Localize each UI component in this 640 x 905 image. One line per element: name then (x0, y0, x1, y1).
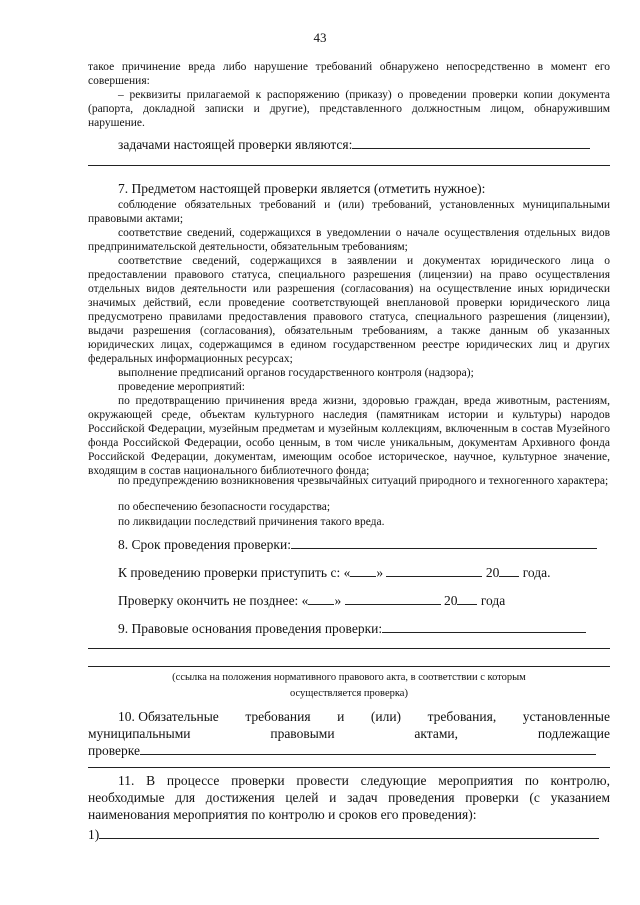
subject-mandatory-requirements: соблюдение обязательных требований и (или) требований, установленных муниципальными правовыми актами; (88, 199, 610, 225)
paragraph-harm-moment: такое причинение вреда либо нарушение требований обнаружено непосредственно в момент его совершения: (88, 61, 610, 87)
start-year-prefix: 20 (485, 565, 500, 580)
section-8-label: 8. Срок проведения проверки: (118, 537, 291, 552)
end-year-word: года (480, 593, 506, 608)
legal-grounds-rule-1[interactable] (88, 648, 610, 649)
section-9-line (88, 620, 610, 637)
inspection-tasks-label: задачами настоящей проверки являются: (118, 137, 353, 152)
caption-line-1: (ссылка на положения нормативного правового акта, в соответствии с которым (172, 672, 526, 683)
end-date-prefix: Проверку окончить не позднее: « (118, 593, 309, 608)
subject-measures: проведение мероприятий: (118, 381, 245, 393)
inspection-term-blank[interactable] (291, 536, 597, 549)
start-day-blank[interactable] (350, 564, 376, 577)
s10-word-9: актами, (414, 726, 458, 741)
measure-harm-prevention: по предотвращению причинения вреда жизни, здоровью граждан, вреда животным, растениям, окружающей среде, объектам культурного наследия (памятникам истории и культуры) народов Российской Федерации, музейным предметам и музейным коллекциям, включенным в состав Музейного фонда Российской Федерации, особо ценным, в том числе уникальным, документам Архивного фонда Российской Федерации, документам, имеющим особое историческое, научное, культурное значение, входящим в состав национального библиотечного фонда; (88, 395, 610, 477)
subject-notification-compliance: соответствие сведений, содержащихся в уведомлении о начале осуществления отдельных видов предпринимательской деятельности, обязательным требованиям; (88, 227, 610, 253)
start-year-word: года. (522, 565, 551, 580)
section-9-label: 9. Правовые основания проведения проверки: (118, 621, 383, 636)
start-year-blank[interactable] (499, 564, 519, 577)
legal-grounds-caption (88, 670, 610, 702)
measure-state-security: по обеспечению безопасности государства; (118, 501, 331, 513)
subject-legal-entity-documents: соответствие сведений, содержащихся в заявлении и документах юридического лица о предоставлении правового статуса, специального разрешения (лицензии) на право осуществления отдельных видов деятельности или разрешения (согласования) на осуществление иных юридически значимых действий, если проведение соответствующей внеплановой проверки юридического лица предусмотрено правилами предоставления правового статуса, специального разрешения (лицензии), выдачи разрешения (согласования), обязательным требованиям, а также данным об указанных юридических лицах, содержащимся в едином государственном реестре юридических лиц и других федеральных информационных ресурсах; (88, 255, 610, 365)
inspection-tasks-line (88, 136, 610, 153)
end-date-line (88, 592, 610, 609)
start-date-line (88, 564, 610, 581)
section-8-line (88, 536, 610, 553)
s10-word-2: требования (245, 709, 311, 724)
start-month-blank[interactable] (386, 564, 482, 577)
measure-item-1-blank[interactable] (99, 826, 599, 839)
inspection-tasks-blank[interactable] (352, 136, 590, 149)
s10-word-11: проверке (88, 743, 140, 758)
paragraph-document-details: – реквизиты прилагаемой к распоряжению (приказу) о проведении проверки копии документа (рапорта, докладной записки и другие), представленного должностным лицом, обнаружившим нарушение. (88, 89, 610, 129)
legal-grounds-rule-2[interactable] (88, 666, 610, 667)
page-number: 43 (313, 30, 327, 45)
s10-word-6: установленные (522, 709, 610, 724)
s10-word-1: 10. Обязательные (118, 709, 219, 724)
start-quote-close: » (376, 565, 384, 580)
start-date-prefix: К проведению проверки приступить с: « (118, 565, 351, 580)
caption-line-2: осуществляется проверка) (290, 688, 408, 699)
end-day-blank[interactable] (308, 592, 334, 605)
end-year-blank[interactable] (457, 592, 477, 605)
measure-item-1-number: 1) (88, 827, 100, 842)
legal-grounds-blank[interactable] (382, 620, 586, 633)
s10-word-4: (или) (370, 709, 402, 724)
requirements-blank[interactable] (140, 742, 596, 755)
s10-word-5: требования, (427, 709, 497, 724)
measure-harm-liquidation: по ликвидации последствий причинения такого вреда. (118, 516, 385, 528)
end-quote-close: » (334, 593, 342, 608)
s10-word-8: правовыми (270, 726, 335, 741)
section-11: 11. В процессе проверки провести следующие мероприятия по контролю, необходимые для достижения целей и задач проведения проверки (с указанием наименования мероприятия по контролю и сроков его проведения): (88, 773, 610, 822)
section-10 (88, 708, 610, 759)
s10-word-10: подлежащие (537, 726, 610, 741)
inspection-tasks-rule[interactable] (88, 165, 610, 166)
requirements-rule[interactable] (88, 767, 610, 768)
subject-orders-execution: выполнение предписаний органов государственного контроля (надзора); (118, 367, 474, 379)
s10-word-7: муниципальными (88, 726, 191, 741)
s10-word-3: и (337, 709, 345, 724)
measure-item-1-line (88, 826, 610, 843)
end-month-blank[interactable] (345, 592, 441, 605)
end-year-prefix: 20 (443, 593, 458, 608)
measure-emergency-prevention: по предупреждению возникновения чрезвычайных ситуаций природного и техногенного характера; (118, 475, 609, 487)
section-7-title: 7. Предметом настоящей проверки является (отметить нужное): (118, 181, 486, 196)
